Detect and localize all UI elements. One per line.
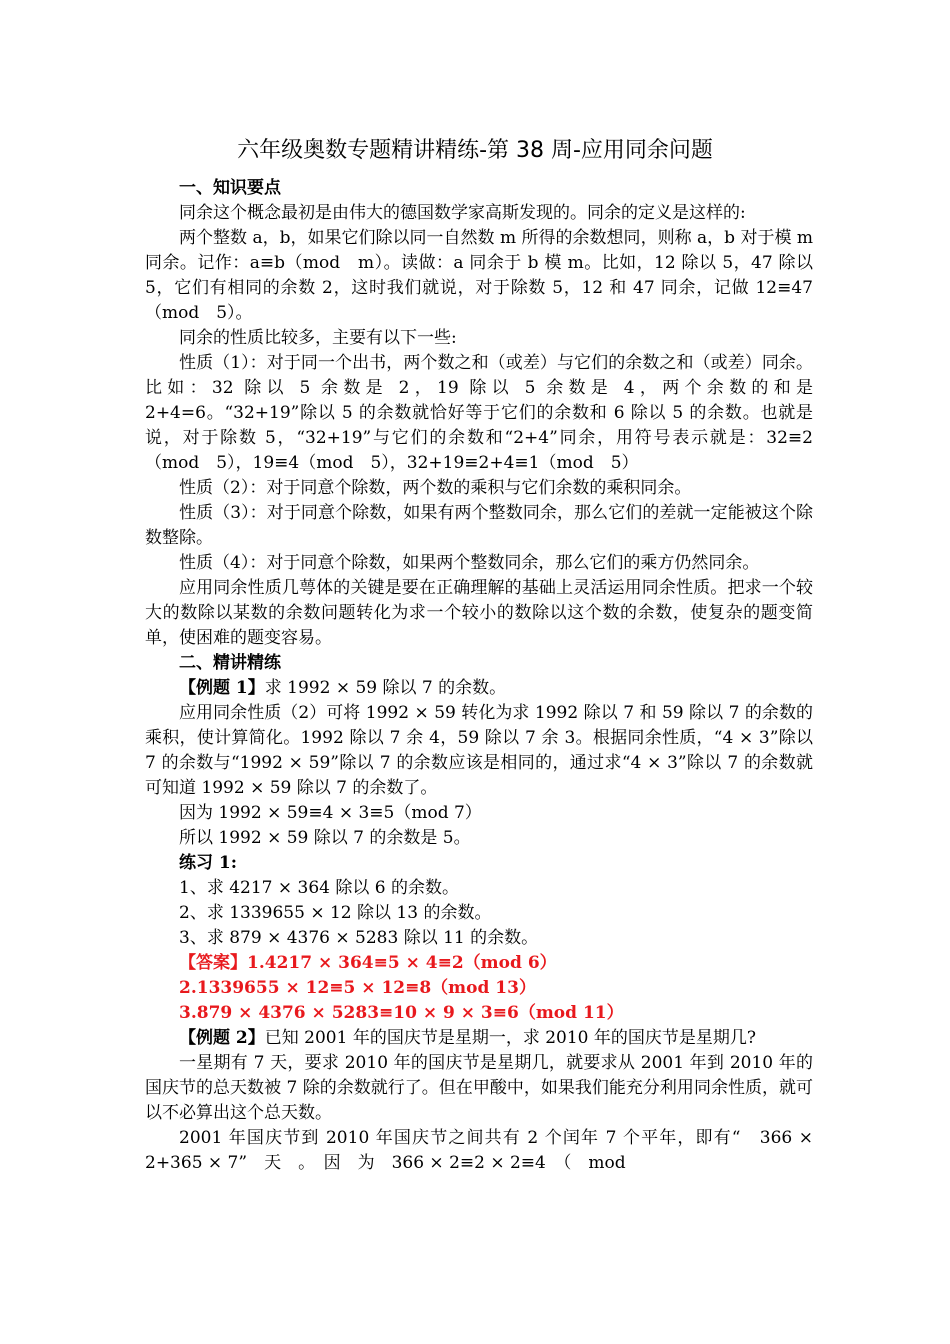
paragraph: 两个整数 a，b，如果它们除以同一自然数 m 所得的余数想同，则称 a，b 对于模 m 同余。记作：a≡b（mod m）。读做：a 同余于 b 模 m。比如，12 除以 5，47 除以 5，它们有相同的余数 2，这时我们就说，对于除数 5，12 和 47 同余，记做 12≡47（mod 5）。 xyxy=(145,228,813,323)
answer-line: 3.879 × 4376 × 5283≡10 × 9 × 3≡6（mod 11） xyxy=(179,1003,624,1023)
property-paragraph: 性质（2）：对于同意个除数，两个数的乘积与它们余数的乘积同余。 xyxy=(179,478,692,498)
example-text: 已知 2001 年的国庆节是星期一，求 2010 年的国庆节是星期几? xyxy=(264,1028,757,1048)
property-paragraph: 性质（3）：对于同意个除数，如果有两个整数同余，那么它们的差就一定能被这个除数整除。 xyxy=(145,503,813,548)
property-paragraph: 性质（1）：对于同一个出书，两个数之和（或差）与它们的余数之和（或差）同余。比如：32 除以 5 余数是 2，19 除以 5 余数是 4，两个余数的和是 2+4=6。“32+19”除以 5 的余数就恰好等于它们的余数和 6 除以 5 的余数。也就是说，对于除数 5，“32+19”与它们的余数和“2+4”同余，用符号表示就是：32≡2（mod 5），19≡4（mod 5），32+19≡2+4≡1（mod 5） xyxy=(145,353,813,473)
document-body xyxy=(145,176,813,1176)
property-paragraph: 性质（4）：对于同意个除数，如果两个整数同余，那么它们的乘方仍然同余。 xyxy=(179,553,760,573)
practice-item: 3、求 879 × 4376 × 5283 除以 11 的余数。 xyxy=(179,928,539,948)
section-heading: 二、精讲精练 xyxy=(179,653,281,673)
section-heading: 一、知识要点 xyxy=(179,178,281,198)
paragraph: 同余这个概念最初是由伟大的德国数学家高斯发现的。同余的定义是这样的: xyxy=(179,203,746,223)
practice-label: 练习 1: xyxy=(179,853,238,873)
example-label: 【例题 1】 xyxy=(179,678,265,698)
example-label: 【例题 2】 xyxy=(179,1028,265,1048)
paragraph: 应用同余性质（2）可将 1992 × 59 转化为求 1992 除以 7 和 59 除以 7 的余数的乘积，使计算简化。1992 除以 7 余 4，59 除以 7 余 3。根据同余性质，“4 × 3”除以 7 的余数与“1992 × 59”除以 7 的余数应该是相同的，通过求“4 × 3”除以 7 的余数就可知道 1992 × 59 除以 7 的余数了。 xyxy=(145,703,813,798)
paragraph: 同余的性质比较多，主要有以下一些: xyxy=(179,328,457,348)
practice-item: 1、求 4217 × 364 除以 6 的余数。 xyxy=(179,878,460,898)
paragraph: 所以 1992 × 59 除以 7 的余数是 5。 xyxy=(179,828,471,848)
paragraph: 因为 1992 × 59≡4 × 3≡5（mod 7） xyxy=(179,803,482,823)
example-statement xyxy=(145,676,813,701)
answer-line: 【答案】1.4217 × 364≡5 × 4≡2（mod 6） xyxy=(179,953,557,973)
paragraph: 应用同余性质几萼体的关键是要在正确理解的基础上灵活运用同余性质。把求一个较大的数除以某数的余数问题转化为求一个较小的数除以这个数的余数，使复杂的题变简单，使困难的题变容易。 xyxy=(145,578,813,648)
example-text: 求 1992 × 59 除以 7 的余数。 xyxy=(264,678,507,698)
page-title: 六年级奥数专题精讲精练-第 38 周-应用同余问题 xyxy=(237,138,713,163)
practice-item: 2、求 1339655 × 12 除以 13 的余数。 xyxy=(179,903,492,923)
example-statement xyxy=(145,1026,813,1051)
paragraph: 一星期有 7 天，要求 2010 年的国庆节是星期几，就要求从 2001 年到 2010 年的国庆节的总天数被 7 除的余数就行了。但在甲酸中，如果我们能充分利用同余性质，就可以不必算出这个总天数。 xyxy=(145,1053,813,1123)
paragraph: 2001 年国庆节到 2010 年国庆节之间共有 2 个闰年 7 个平年，即有“ 366 × 2+365 × 7” 天 。 因 为 366 × 2≡2 × 2≡4 （ mod xyxy=(145,1128,813,1173)
answer-line: 2.1339655 × 12≡5 × 12≡8（mod 13） xyxy=(179,978,536,998)
